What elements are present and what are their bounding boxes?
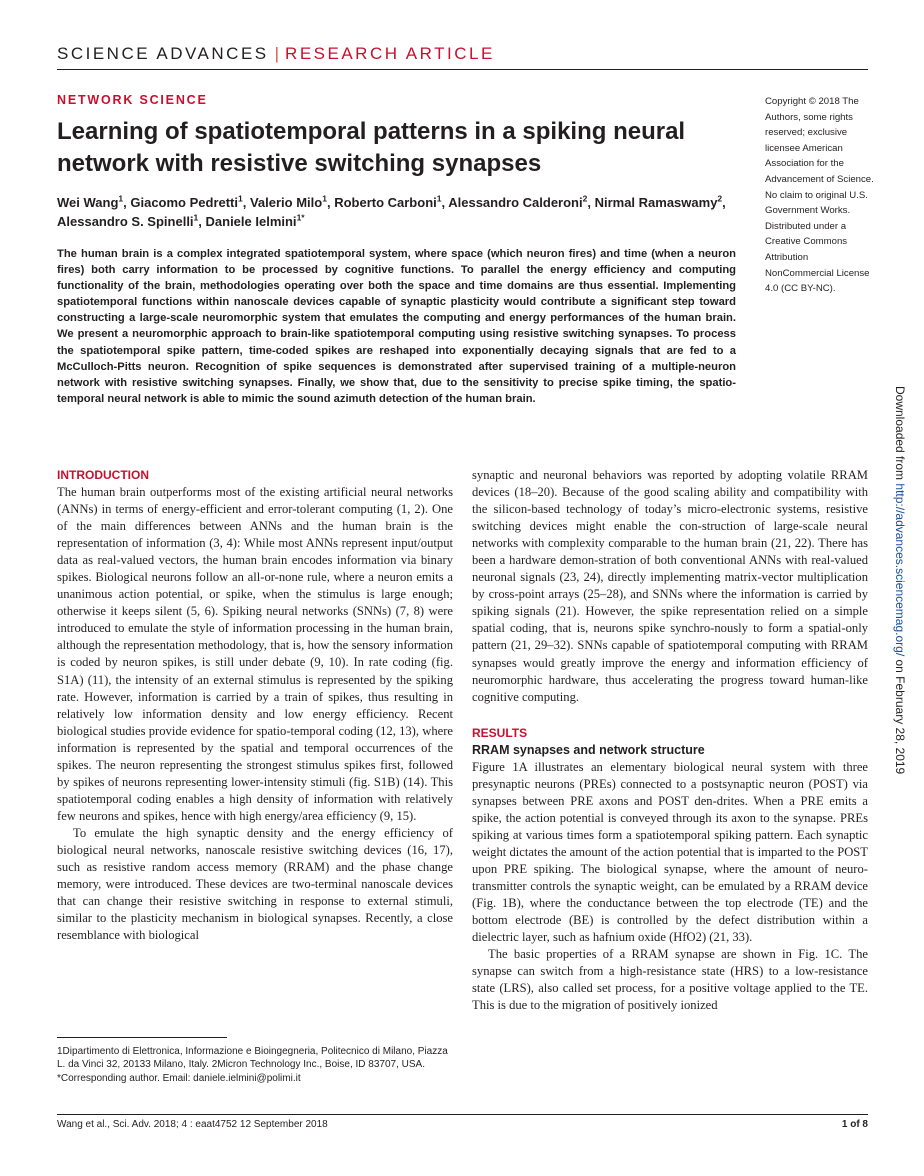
author-affiliation-marker: 1 [118,193,124,204]
download-url-link[interactable]: http://advances.sciencemag.org/ [893,483,907,657]
abstract: The human brain is a complex integrated spatiotemporal system, where space (which neuron fires) and time (when a neuron fires) both carry information to be processed by cognitive functions. To parallel the energy efficiency and computing functionality of the brain, methodologies operating over both the space and time domains are thus essential. Implementing spatiotemporal functions within nanoscale devices capable of synaptic plasticity would contribute a significant step toward constructing a large-scale neuromorphic system that emulates the computing and energy performances of the human brain. We present a neuromorphic approach to brain-like spatiotemporal computing using resistive switching synapses. To process the spatiotemporal spike pattern, time-coded spikes are reshaped into exponentially decaying signals that are fed to a McCulloch-Pitts neuron. Recognition of spike sequences is demonstrated after supervised training of a multiple-neuron network with resistive switching synapses. Finally, we show that, due to the sensitivity to precise spike timing, the spatio-temporal neural network is able to mimic the sound azimuth detection of the human brain. [57,248,736,405]
copyright-notice: Copyright © 2018 The Authors, some rights reserved; exclusive licensee American Association for the Advancement of Science. No claim to original U.S. Government Works. Distributed under a Creative Commons Attribution NonCommercial License 4.0 (CC BY-NC). [765,96,874,295]
intro-paragraph: synaptic and neuronal behaviors was reported by adopting volatile RRAM devices (18–20). Because of the good scaling ability and compatibility with the silicon-based technology of today’s micro-electronic systems, resistive switching devices might enable the con-struction of large-scale neural networks with complexity comparable to the human brain (21, 22). There has been a hardware demon-stration of both conventional ANNs with real-valued neuronal signals (23, 24), directly implementing matrix-vector multiplication by cross-point arrays (25–28), and SNNs where the information is carried by spiking signals (21). However, the spike representation relied on a simple spatial coding, that is, neurons spike synchro-nously to form a spatial-only pattern (21, 29–32). SNNs capable of spatiotemporal computing with RRAM synapses would greatly improve the energy and information efficiency of neuromorphic hardware, thus accelerating the progress toward human-like cognitive computing. [472,468,868,704]
author-name: Daniele Ielmini [205,214,297,229]
footnote-rule [57,1037,227,1038]
results-paragraph: The basic properties of a RRAM synapse are shown in Fig. 1C. The synapse can switch from a high-resistance state (HRS) to a low-resistance state (LRS), also called set process, for a positive voltage applied to the TE. This is due to the migration of positively ionized [472,947,868,1013]
author-name: Giacomo Pedretti [130,195,238,210]
journal-header [57,44,495,64]
author-affiliation-marker: 1 [238,193,243,204]
author-list: Wei Wang$^1$, Giacomo Pedretti$^1$, Valerio Milo$^1$, Roberto Carboni$^1$, Alessandro Calderoni$^2$, Nirmal Ramaswamy$^2$, Alessandro S. Spinelli$^1$, Daniele Ielmini$^{1*}$ [57,193,726,229]
left-column [57,467,453,944]
section-label: NETWORK SCIENCE [57,93,208,107]
author-name: Nirmal Ramaswamy [594,195,718,210]
author-name: Valerio Milo [249,195,323,210]
header-separator: | [274,44,280,63]
results-heading: RESULTS [472,725,528,740]
author-affiliation-marker: 1* [296,212,305,223]
download-suffix: on February 28, 2019 [893,656,907,775]
download-note [892,386,908,796]
results-section [472,725,868,1015]
author-name: Alessandro S. Spinelli [57,214,194,229]
author-name: Roberto Carboni [334,195,437,210]
download-prefix: Downloaded from [893,386,907,484]
author-affiliation-marker: 2 [582,193,588,204]
author-affiliation-marker: 1 [193,212,199,223]
results-paragraph: Figure 1A illustrates an elementary biological neural system with three presynaptic neurons (PREs) connected to a postsynaptic neuron (POST) via synapses between PRE axons and POST den-drites. When a PRE emits a spike, the action potential is conveyed through its axon to the synapse. PREs spiking at various times form a spatiotemporal spiking pattern. Each synaptic weight dictates the amount of the action potential that is imparted to the POST upon PRE spiking. The biological synapse, where the amount of neuro-transmitter controls the synaptic weight, can be emulated by a RRAM device (Fig. 1B), where the conductance between the top electrode (TE) and the bottom electrode (BE) is controlled by the defect distribution within a dielectric layer, such as hafnium oxide (HfO2) (21, 33). [472,759,868,945]
introduction-heading: INTRODUCTION [57,468,149,482]
article-type: RESEARCH ARTICLE [285,44,495,63]
intro-paragraph: To emulate the high synaptic density and the energy efficiency of biological neural networks, nanoscale resistive switching devices (16, 17), such as resistive random access memory (RRAM) and the phase change memory, were introduced. These devices are two-terminal nanoscale devices that can change their resistive switching in response to external stimuli, similar to the plasticity mechanism in biological synapses. Recently, a close resemblance with biological [57,825,453,943]
footer-citation: Wang et al., Sci. Adv. 2018; 4 : eaat4752 12 September 2018 [57,1119,328,1130]
corresponding-author-footnote: *Corresponding author. Email: daniele.ielmini@polimi.it [57,1072,301,1084]
page-number: 1 of 8 [841,1119,868,1130]
footer-rule [57,1114,868,1115]
header-rule [57,69,868,70]
journal-name: SCIENCE ADVANCES [57,44,269,63]
author-affiliation-marker: 1 [436,193,442,204]
article-title: Learning of spatiotemporal patterns in a spiking neural network with resistive switching synapses [57,118,686,177]
author-affiliation-marker: 1 [322,193,327,204]
right-column [472,467,868,1014]
affiliation-footnote: 1Dipartimento di Elettronica, Informazione e Bioingegneria, Politecnico di Milano, Piazza L. da Vinci 32, 20133 Milano, Italy. 2Micron Technology Inc., Boise, ID 83707, USA. [57,1046,448,1071]
results-subheading: RRAM synapses and network structure [472,742,705,757]
author-name: Alessandro Calderoni [448,195,583,210]
author-name: Wei Wang [57,195,119,210]
intro-paragraph: The human brain outperforms most of the existing artificial neural networks (ANNs) in terms of energy-efficient and error-tolerant computing (1, 2). One of the main differences between ANNs and the human brain is the representation of information (3, 4): While most ANNs represent input/output data as real-valued vectors, the human brain encodes information via binary spikes. Biological neurons follow an all-or-none rule, where a neuron emits a unanimous action potential, or spike, when the stimulus is large enough; otherwise it keeps silent (5, 6). Spiking neural networks (SNNs) (7, 8) were introduced to emulate the style of information processing in the human brain, although the representation methodology, that is, how the sensory information is coded by neuron spikes, is still under debate (9, 10). In rate coding (fig. S1A) (11), the intensity of an external stimulus is represented by the spiking rate. However, information is carried by a train of spikes, thus resulting in relatively low information density and low energy efficiency. Recent biological studies provide evidence for spatio-temporal coding (12, 13), where information is represented by the spatial and temporal occurrences of the spikes. The neuron representing the strongest stimulus spikes first, followed by spikes of neurons representing lower-intensity stimuli (fig. S1B) (14). This spatiotemporal coding enables a high density of information with relatively few neurons and spikes, hence with high energy/area efficiency (9, 15). [57,485,453,823]
author-affiliation-marker: 2 [717,193,723,204]
footnotes [57,1045,457,1085]
